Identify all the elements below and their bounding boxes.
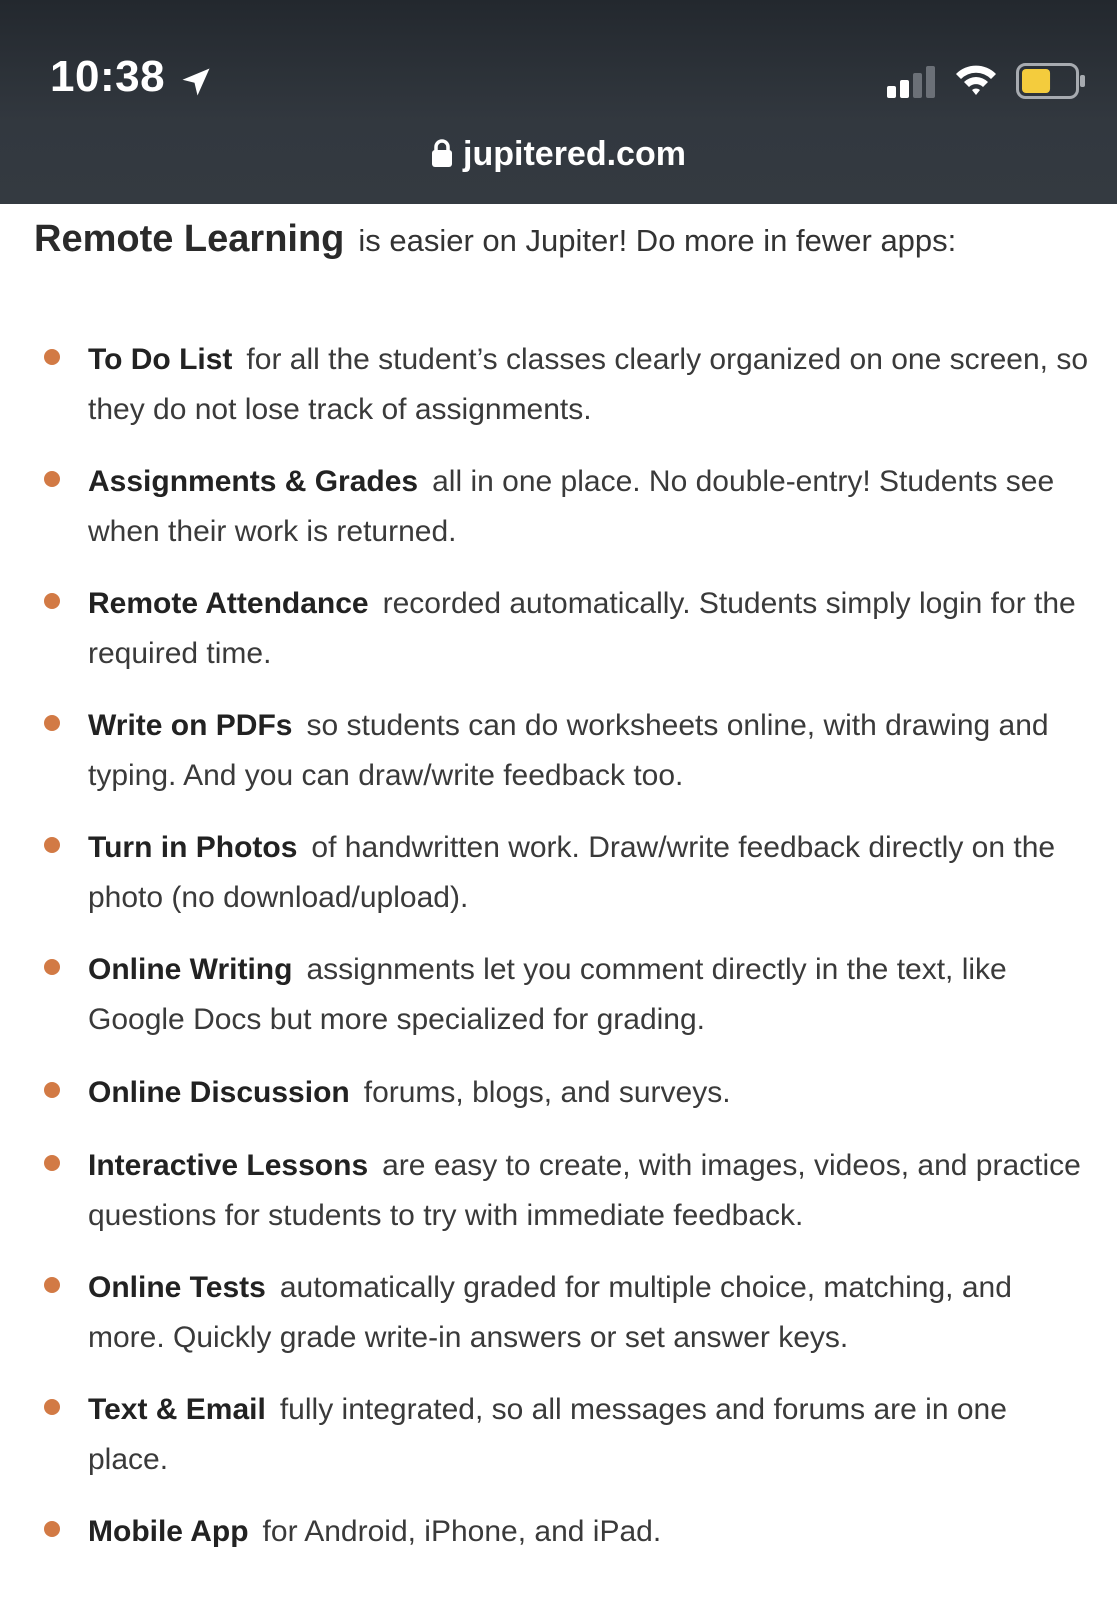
feature-text xyxy=(88,1507,1088,1557)
cellular-signal-icon xyxy=(887,66,939,98)
feature-title: Assignments & Grades xyxy=(88,465,419,498)
feature-text xyxy=(88,945,1088,1045)
feature-description: of handwritten work. Draw/write feedback directly on the photo (no download/upload). xyxy=(88,831,1056,914)
feature-description: recorded automatically. Students simply login for the required time. xyxy=(88,587,1076,670)
battery-icon xyxy=(1016,63,1086,99)
bullet-dot-icon xyxy=(44,471,60,487)
feature-title: Interactive Lessons xyxy=(88,1149,369,1182)
feature-title: Text & Email xyxy=(88,1393,266,1426)
feature-text xyxy=(88,1385,1088,1485)
feature-text xyxy=(88,579,1088,679)
feature-text xyxy=(88,1141,1088,1241)
feature-title: Mobile App xyxy=(88,1515,249,1548)
bullet-dot-icon xyxy=(44,959,60,975)
feature-title: Online Discussion xyxy=(88,1076,350,1109)
feature-description: for all the student’s classes clearly organized on one screen, so they do not lose track of assignments. xyxy=(88,343,1089,426)
feature-text xyxy=(88,701,1088,801)
bullet-dot-icon xyxy=(44,1082,60,1098)
intro-heading xyxy=(34,218,956,261)
feature-text xyxy=(88,335,1088,435)
feature-description: assignments let you comment directly in the text, like Google Docs but more specialized for grading. xyxy=(88,953,1007,1036)
feature-title: Turn in Photos xyxy=(88,831,298,864)
bullet-dot-icon xyxy=(44,1399,60,1415)
intro-text: is easier on Jupiter! Do more in fewer apps: xyxy=(358,223,957,258)
feature-description: all in one place. No double-entry! Students see when their work is returned. xyxy=(88,465,1055,548)
bullet-dot-icon xyxy=(44,837,60,853)
location-arrow-icon xyxy=(178,64,214,100)
bullet-dot-icon xyxy=(44,1521,60,1537)
feature-description: for Android, iPhone, and iPad. xyxy=(262,1515,662,1548)
url-text: jupitered.com xyxy=(463,135,686,173)
bullet-dot-icon xyxy=(44,715,60,731)
feature-description: fully integrated, so all messages and forums are in one place. xyxy=(88,1393,1007,1476)
bullet-dot-icon xyxy=(44,349,60,365)
feature-title: Write on PDFs xyxy=(88,709,293,742)
intro-title: Remote Learning xyxy=(34,218,345,260)
wifi-icon xyxy=(953,62,999,98)
bullet-dot-icon xyxy=(44,593,60,609)
feature-title: Remote Attendance xyxy=(88,587,369,620)
feature-title: To Do List xyxy=(88,343,233,376)
bullet-dot-icon xyxy=(44,1155,60,1171)
feature-text xyxy=(88,1068,1088,1118)
bullet-dot-icon xyxy=(44,1277,60,1293)
feature-text xyxy=(88,457,1088,557)
lock-icon xyxy=(431,138,453,168)
feature-text xyxy=(88,1263,1088,1363)
feature-description: forums, blogs, and surveys. xyxy=(363,1076,731,1109)
feature-title: Online Writing xyxy=(88,953,293,986)
feature-description: so students can do worksheets online, with drawing and typing. And you can draw/write feedback too. xyxy=(88,709,1049,792)
status-and-address-bar xyxy=(0,0,1117,204)
feature-text xyxy=(88,823,1088,923)
address-bar[interactable] xyxy=(0,135,1117,174)
feature-title: Online Tests xyxy=(88,1271,266,1304)
status-time: 10:38 xyxy=(50,52,166,101)
feature-description: automatically graded for multiple choice, matching, and more. Quickly grade write-in answers or set answer keys. xyxy=(88,1271,1012,1354)
feature-description: are easy to create, with images, videos, and practice questions for students to try with immediate feedback. xyxy=(88,1149,1081,1232)
